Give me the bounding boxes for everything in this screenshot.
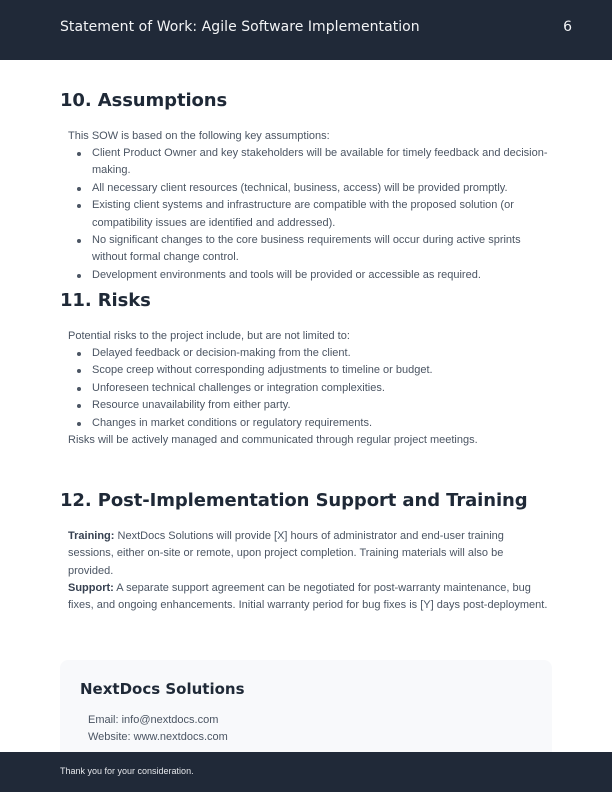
risks-list — [68, 345, 548, 432]
support-text: A separate support agreement can be negotiated for post-warranty maintenance, bug fixes, and ongoing enhancements. Initial warranty period for bug fixes is [Y] days post-deployment. — [68, 582, 548, 612]
training-text: NextDocs Solutions will provide [X] hours of administrator and end-user training sessions, either on-site or remote, upon project completion. Training materials will also be provided. — [68, 530, 504, 577]
list-item: Client Product Owner and key stakeholders will be available for timely feedback and decision-making. — [68, 145, 548, 180]
support-label: Support: — [68, 582, 114, 594]
section-heading-risks: 11. Risks — [60, 290, 151, 311]
list-item: All necessary client resources (technical, business, access) will be provided promptly. — [68, 180, 548, 197]
risks-intro: Potential risks to the project include, but are not limited to: — [68, 330, 350, 342]
document-title: Statement of Work: Agile Software Implementation — [60, 19, 420, 35]
assumptions-intro: This SOW is based on the following key assumptions: — [68, 130, 330, 142]
list-item: No significant changes to the core business requirements will occur during active sprints without formal change control. — [68, 232, 548, 267]
section-heading-support-training: 12. Post-Implementation Support and Training — [60, 490, 528, 511]
contact-card — [60, 660, 552, 760]
list-item: Changes in market conditions or regulatory requirements. — [68, 415, 548, 432]
footer-message: Thank you for your consideration. — [60, 766, 194, 776]
list-item: Development environments and tools will be provided or accessible as required. — [68, 267, 548, 284]
list-item: Resource unavailability from either party. — [68, 397, 548, 414]
risks-outro: Risks will be actively managed and communicated through regular project meetings. — [68, 434, 478, 446]
list-item: Delayed feedback or decision-making from the client. — [68, 345, 548, 362]
list-item: Scope creep without corresponding adjustments to timeline or budget. — [68, 362, 548, 379]
list-item: Unforeseen technical challenges or integration complexities. — [68, 380, 548, 397]
contact-email: Email: info@nextdocs.com — [88, 714, 219, 726]
assumptions-list — [68, 145, 548, 284]
page-footer — [0, 752, 612, 792]
section-heading-assumptions: 10. Assumptions — [60, 90, 228, 111]
training-paragraph — [68, 528, 548, 580]
page-header — [0, 0, 612, 60]
list-item: Existing client systems and infrastructure are compatible with the proposed solution (or compatibility issues are identified and addressed). — [68, 197, 548, 232]
training-label: Training: — [68, 530, 115, 542]
company-name: NextDocs Solutions — [80, 680, 245, 698]
support-paragraph — [68, 580, 548, 615]
contact-website: Website: www.nextdocs.com — [88, 731, 228, 743]
page-number: 6 — [563, 19, 572, 35]
